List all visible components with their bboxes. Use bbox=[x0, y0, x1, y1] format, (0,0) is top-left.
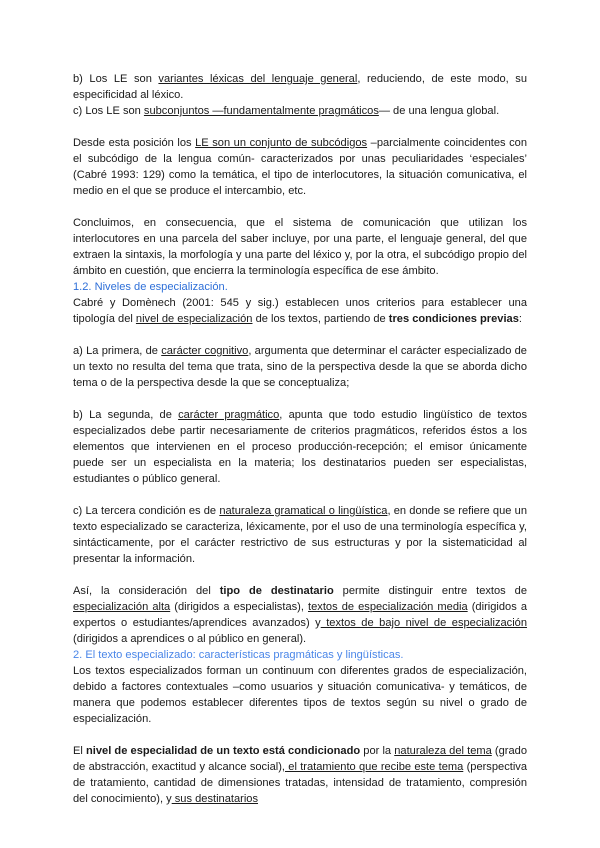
underlined-term: subconjuntos —fundamentalmente pragmáticos bbox=[143, 105, 379, 117]
paragraph-cabre: Cabré y Domènech (2001: 545 y sig.) establecen unos criterios para establecer una tipología del nivel de especialización de los textos, partiendo de tres condiciones previas: bbox=[73, 297, 527, 325]
paragraph-textos-especializados: Los textos especializados forman un continuum con diferentes grados de especialización, debido a factores contextuales –como usuarios y situación comunicativa- y temáticos, de manera que podemos establecer diferentes tipos de textos según su nivel o grado de especialización. bbox=[73, 665, 527, 725]
underlined-term: carácter cognitivo bbox=[161, 345, 249, 357]
bold-term: tipo de destinatario bbox=[219, 585, 334, 597]
underlined-term: LE son un conjunto de subcódigos bbox=[195, 137, 368, 149]
bold-term: tres condiciones previas bbox=[388, 313, 519, 325]
paragraph-nivel: El nivel de especialidad de un texto está condicionado por la naturaleza del tema (grado de abstracción, exactitud y alcance social), el tratamiento que recibe este tema (perspectiva de tratamiento, cantidad de dimensiones tratadas, intensidad de tratamiento, compresión del conocimiento), y sus destinatarios bbox=[73, 745, 528, 805]
underlined-term: naturaleza gramatical o lingüística bbox=[219, 505, 388, 517]
paragraph-condicion-b: b) La segunda, de carácter pragmático, apunta que todo estudio lingüístico de textos especializados debe partir necesariamente de criterios pragmáticos, referidos éstos a los elementos que intervienen en el proceso producción-recepción; el emisor únicamente puede ser un especialista en la materia; los destinatarios pueden ser especialistas, estudiantes o público general. bbox=[73, 409, 527, 485]
underlined-term: sus destinatarios bbox=[171, 793, 259, 805]
paragraph-condicion-c: c) La tercera condición es de naturaleza gramatical o lingüística, en donde se refiere que un texto especializado se caracteriza, léxicamente, por el uso de una terminología específica y, sintácticamente, por el carácter restrictivo de sus estructuras y por la sistematicidad al presentar la información. bbox=[73, 505, 527, 565]
paragraph-posicion: Desde esta posición los LE son un conjunto de subcódigos –parcialmente coincidentes con el subcódigo de la lengua común- caracterizados por unas peculiaridades ‘especiales’ (Cabré 1993: 129) como la temática, el tipo de interlocutores, la situación comunicativa, el medio en el que se produce el intercambio, etc. bbox=[73, 137, 527, 197]
underlined-term: carácter pragmático bbox=[178, 409, 280, 421]
item-c-subconjuntos: c) Los LE son subconjuntos —fundamentalmente pragmáticos— de una lengua global. bbox=[73, 105, 500, 117]
underlined-term: textos de especialización media bbox=[308, 601, 468, 613]
paragraph-condicion-a: a) La primera, de carácter cognitivo, argumenta que determinar el carácter especializado de un texto no resulta del tema que trata, sino de la perspectiva desde la que se aborda dicho tema o de la perspectiva desde la que se conceptualiza; bbox=[73, 345, 527, 389]
paragraph-asi: Así, la consideración del tipo de destinatario permite distinguir entre textos de especialización alta (dirigidos a especialistas), textos de especialización media (dirigidos a expertos o estudiantes/aprendices avanzados) y textos de bajo nivel de especialización (dirigidos a aprendices o al público en general). bbox=[73, 585, 528, 645]
underlined-term: textos de bajo nivel de especialización bbox=[320, 617, 528, 629]
underlined-term: nivel de especialización bbox=[135, 313, 253, 325]
section-heading-2: 2. El texto especializado: características pragmáticas y lingüísticas. bbox=[73, 649, 404, 661]
underlined-term: especialización alta bbox=[73, 601, 171, 613]
paragraph-concluimos: Concluimos, en consecuencia, que el sistema de comunicación que utilizan los interlocutores en una parcela del saber incluye, por una parte, el lenguaje general, del que extraen la sintaxis, la morfología y una parte del léxico y, por la otra, el subcódigo propio del ámbito en cuestión, que encierra la terminología específica de ese ámbito. bbox=[73, 217, 527, 277]
underlined-term: el tratamiento que recibe este tema bbox=[284, 761, 464, 773]
item-b-variantes: b) Los LE son variantes léxicas del lenguaje general, reduciendo, de este modo, su especificidad al léxico. bbox=[73, 73, 528, 101]
bold-term: nivel de especialidad de un texto está condicionado bbox=[86, 745, 361, 757]
underlined-term: naturaleza del tema bbox=[394, 745, 492, 757]
section-heading-1-2: 1.2. Niveles de especialización. bbox=[73, 281, 228, 293]
underlined-term: variantes léxicas del lenguaje general bbox=[158, 73, 358, 85]
